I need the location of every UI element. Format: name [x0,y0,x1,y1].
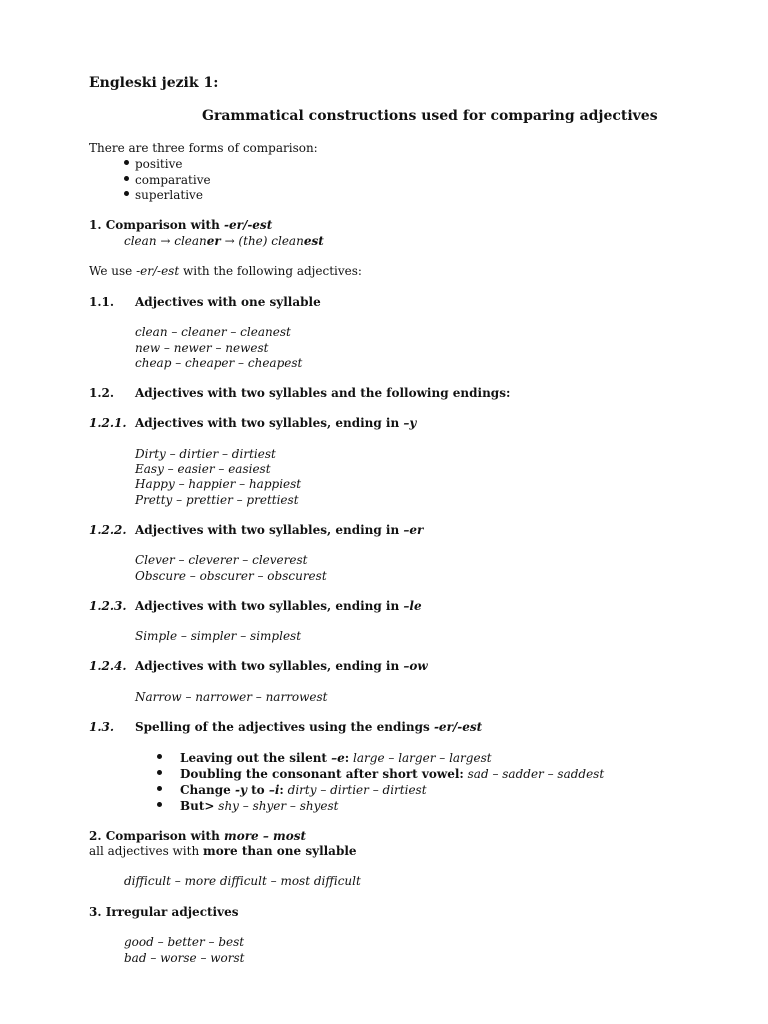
example-part: clean → clean [124,234,207,248]
s124-title-text: Adjectives with two syllables, ending in [135,659,404,673]
section2-sub-text: all adjectives with [89,844,204,858]
s11-title: Adjectives with one syllable [135,295,321,309]
example-suffix: est [303,234,324,248]
s122-ending: –er [403,523,424,537]
s122-title-text: Adjectives with two syllables, ending in [135,523,404,537]
bullet-icon [124,176,129,181]
section2-subheading [89,844,357,858]
rule-label-em: –i [268,783,280,797]
rule-label-em: -y [234,783,247,797]
bullet-icon [124,191,129,196]
example-line: difficult – more difficult – most difficult [124,874,361,888]
rule-label-em: –e [331,751,345,765]
example-line: Pretty – prettier – prettiest [135,493,299,507]
section2-heading-text: 2. Comparison with [89,829,224,843]
example-line: Simple – simpler – simplest [135,629,302,643]
section1-heading-ending: -er/-est [224,218,273,232]
usage-text [89,264,362,278]
example-line: cheap – cheaper – cheapest [135,356,303,370]
form-positive: positive [135,157,183,171]
section1-heading [89,218,272,232]
rule-label: Doubling the consonant after short vowel: [180,767,464,781]
section1-example [124,234,324,248]
spelling-rule [180,783,427,797]
section3-heading: 3. Irregular adjectives [89,905,239,919]
rule-label: to [246,783,269,797]
example-line: Dirty – dirtier – dirtiest [135,447,276,461]
rule-example: dirty – dirtier – dirtiest [283,783,427,797]
s13-ending: -er/-est [433,720,483,734]
s12-number: 1.2. [89,386,115,400]
example-part: → (the) clean [220,234,304,248]
rule-label: Change [180,783,235,797]
s12-title: Adjectives with two syllables and the following endings: [135,386,511,400]
example-suffix: er [206,234,221,248]
rule-label: : [344,751,350,765]
s124-title [135,659,428,673]
s121-title-text: Adjectives with two syllables, ending in [135,416,404,430]
s124-ending: –ow [403,659,428,673]
section2-heading [89,829,306,843]
bullet-icon [124,160,129,165]
course-title: Engleski jezik 1: [89,75,219,91]
rule-label: Leaving out the silent [180,751,332,765]
s122-title [135,523,423,537]
form-superlative: superlative [135,188,203,202]
page-title: Grammatical constructions used for comparing adjectives [202,108,658,124]
rule-example: shy – shyer – shyest [214,799,339,813]
rule-label: But> [180,799,215,813]
s121-ending: –y [403,416,417,430]
usage-pre: We use [89,264,137,278]
example-line: Obscure – obscurer – obscurest [135,569,327,583]
example-line: Happy – happier – happiest [135,477,302,491]
s13-number: 1.3. [89,720,115,734]
intro-text: There are three forms of comparison: [89,141,318,155]
form-comparative: comparative [135,173,211,187]
spelling-rule [180,799,338,813]
s124-number: 1.2.4. [89,659,127,673]
s11-number: 1.1. [89,295,115,309]
s13-title-text: Spelling of the adjectives using the endings [135,720,434,734]
example-line: clean – cleaner – cleanest [135,325,291,339]
example-line: new – newer – newest [135,341,269,355]
section2-heading-em: more – most [224,829,307,843]
example-line: Clever – cleverer – cleverest [135,553,308,567]
rule-label: : [279,783,284,797]
s123-title-text: Adjectives with two syllables, ending in [135,599,404,613]
example-line: Narrow – narrower – narrowest [135,690,328,704]
example-line: good – better – best [124,935,245,949]
example-line: bad – worse – worst [124,951,245,965]
s13-title [135,720,482,734]
s122-number: 1.2.2. [89,523,127,537]
spelling-rule [180,751,492,765]
s123-number: 1.2.3. [89,599,127,613]
bullet-icon [157,802,162,807]
spelling-rule [180,767,604,781]
bullet-icon [157,786,162,791]
rule-example: sad – sadder – saddest [463,767,605,781]
usage-post: with the following adjectives: [179,264,362,278]
section2-sub-bold: more than one syllable [203,844,357,858]
rule-example: large – larger – largest [349,751,492,765]
bullet-icon [157,770,162,775]
s123-ending: –le [403,599,422,613]
bullet-icon [157,754,162,759]
usage-ending: -er/-est [136,264,180,278]
s123-title [135,599,422,613]
s121-title [135,416,416,430]
s121-number: 1.2.1. [89,416,127,430]
example-line: Easy – easier – easiest [135,462,271,476]
section1-heading-text: 1. Comparison with [89,218,224,232]
